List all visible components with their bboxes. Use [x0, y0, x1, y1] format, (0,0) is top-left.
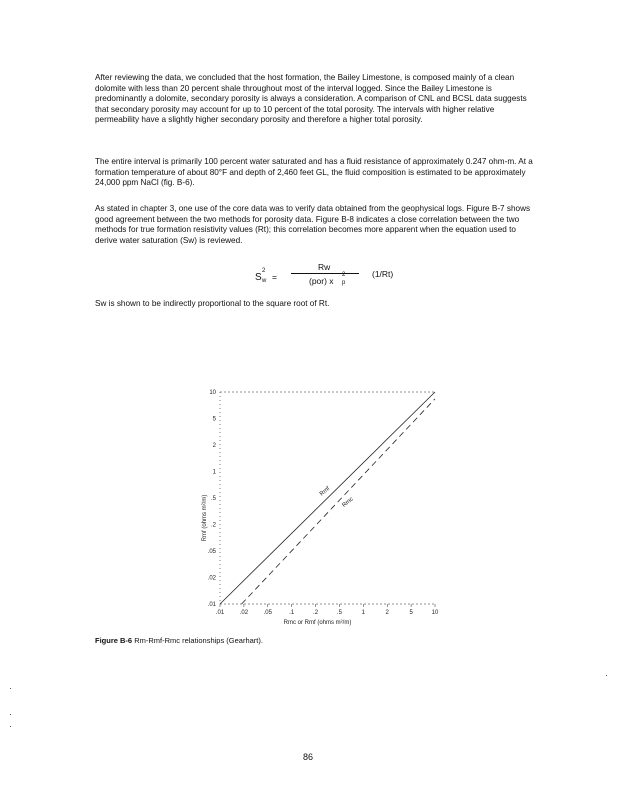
paragraph-formation: After reviewing the data, we concluded that the host formation, the Bailey Limestone, is composed mainly of a clean dolomite with less than 20 percent shale throughout most of the interval logged. Since the Bailey Limestone is predominantly a dolomite, secondary porosity is always a consideration. A comparison of CNL and BCSL data suggests that secondary porosity may account for up to 10 percent of the total porosity. The intervals with higher relative permeability have a slightly higher secondary porosity and therefore a higher total porosity.	[95, 73, 527, 125]
eq-factor: (1/Rt)	[372, 269, 394, 279]
scan-speck	[10, 726, 11, 727]
eq-equals: =	[272, 272, 277, 282]
scan-speck	[10, 688, 11, 689]
paragraph-core-data: As stated in chapter 3, one use of the core data was to verify data obtained from the geophysical logs. Figure B-7 shows good agreement between the two methods for porosity data. Figure B-8 indicates a close correlation between the two methods for true formation resistivity values (Rt); this correlation becomes more apparent when the equation used to derive water saturation (Sw) is reviewed.	[95, 204, 531, 245]
y-tick-label: .5	[210, 496, 216, 502]
x-tick-label: 2	[385, 610, 389, 616]
curve-label: Rmc	[341, 496, 355, 509]
x-tick-label: .1	[289, 610, 295, 616]
eq-den-sup: 2	[342, 272, 346, 278]
x-tick-label: .2	[313, 610, 319, 616]
eq-lhs-sup: 2	[262, 268, 266, 274]
y-axis-label: Rmf (ohms m²/m)	[202, 494, 208, 542]
y-tick-label: .05	[207, 549, 216, 555]
x-tick-label: 5	[409, 610, 413, 616]
y-tick-label: 2	[212, 443, 216, 449]
y-tick-label: .2	[210, 522, 216, 529]
y-tick-label: 1	[212, 469, 216, 476]
x-tick-label: 1	[361, 610, 366, 616]
series-rmf-line	[220, 392, 435, 604]
eq-lhs-sub: w	[262, 278, 267, 284]
y-tick-label: 10	[209, 390, 216, 396]
eq-denominator: (por) x	[309, 276, 334, 286]
x-tick-label: .05	[263, 610, 272, 616]
y-tick-labels	[208, 390, 217, 608]
x-tick-labels	[216, 604, 439, 616]
scan-speck	[10, 714, 11, 715]
series-rmc-line	[242, 399, 435, 604]
x-tick-label: .02	[239, 610, 249, 616]
eq-fraction-bar	[291, 273, 359, 274]
y-tick-label: 5	[212, 416, 216, 423]
x-tick-label: 10	[431, 610, 439, 616]
curve-label: Rmf	[318, 485, 332, 498]
y-tick-label: .01	[207, 602, 216, 608]
x-axis-label: Rmc or Rmf (ohms m²/m)	[283, 620, 352, 626]
eq-numerator: Rw	[318, 262, 331, 272]
figure-caption	[95, 636, 263, 645]
page-number: 86	[303, 752, 314, 762]
caption-text: Rm-Rmf-Rmc relationships (Gearhart).	[134, 636, 263, 645]
eq-lhs: S	[255, 272, 262, 283]
x-tick-label: .01	[215, 610, 225, 616]
caption-label: Figure B-6	[95, 636, 133, 645]
eq-den-sub: p	[342, 280, 346, 286]
paragraph-water-saturation: The entire interval is primarily 100 percent water saturated and has a fluid resistance of approximately 0.247 ohm-m. At a formation temperature of about 80°F and depth of 2,460 feet GL, the fluid composition is estimated to be approximately 24,000 ppm NaCl (fig. B-6).	[95, 157, 533, 188]
y-tick-label: .02	[207, 575, 216, 582]
x-tick-label: .5	[336, 610, 342, 616]
sw-proportional-note: Sw is shown to be indirectly proportional to the square root of Rt.	[95, 299, 330, 308]
scan-speck	[606, 675, 607, 676]
sw-equation	[255, 262, 455, 292]
chart-curves	[220, 392, 435, 604]
rm-rmf-rmc-chart	[190, 380, 450, 630]
